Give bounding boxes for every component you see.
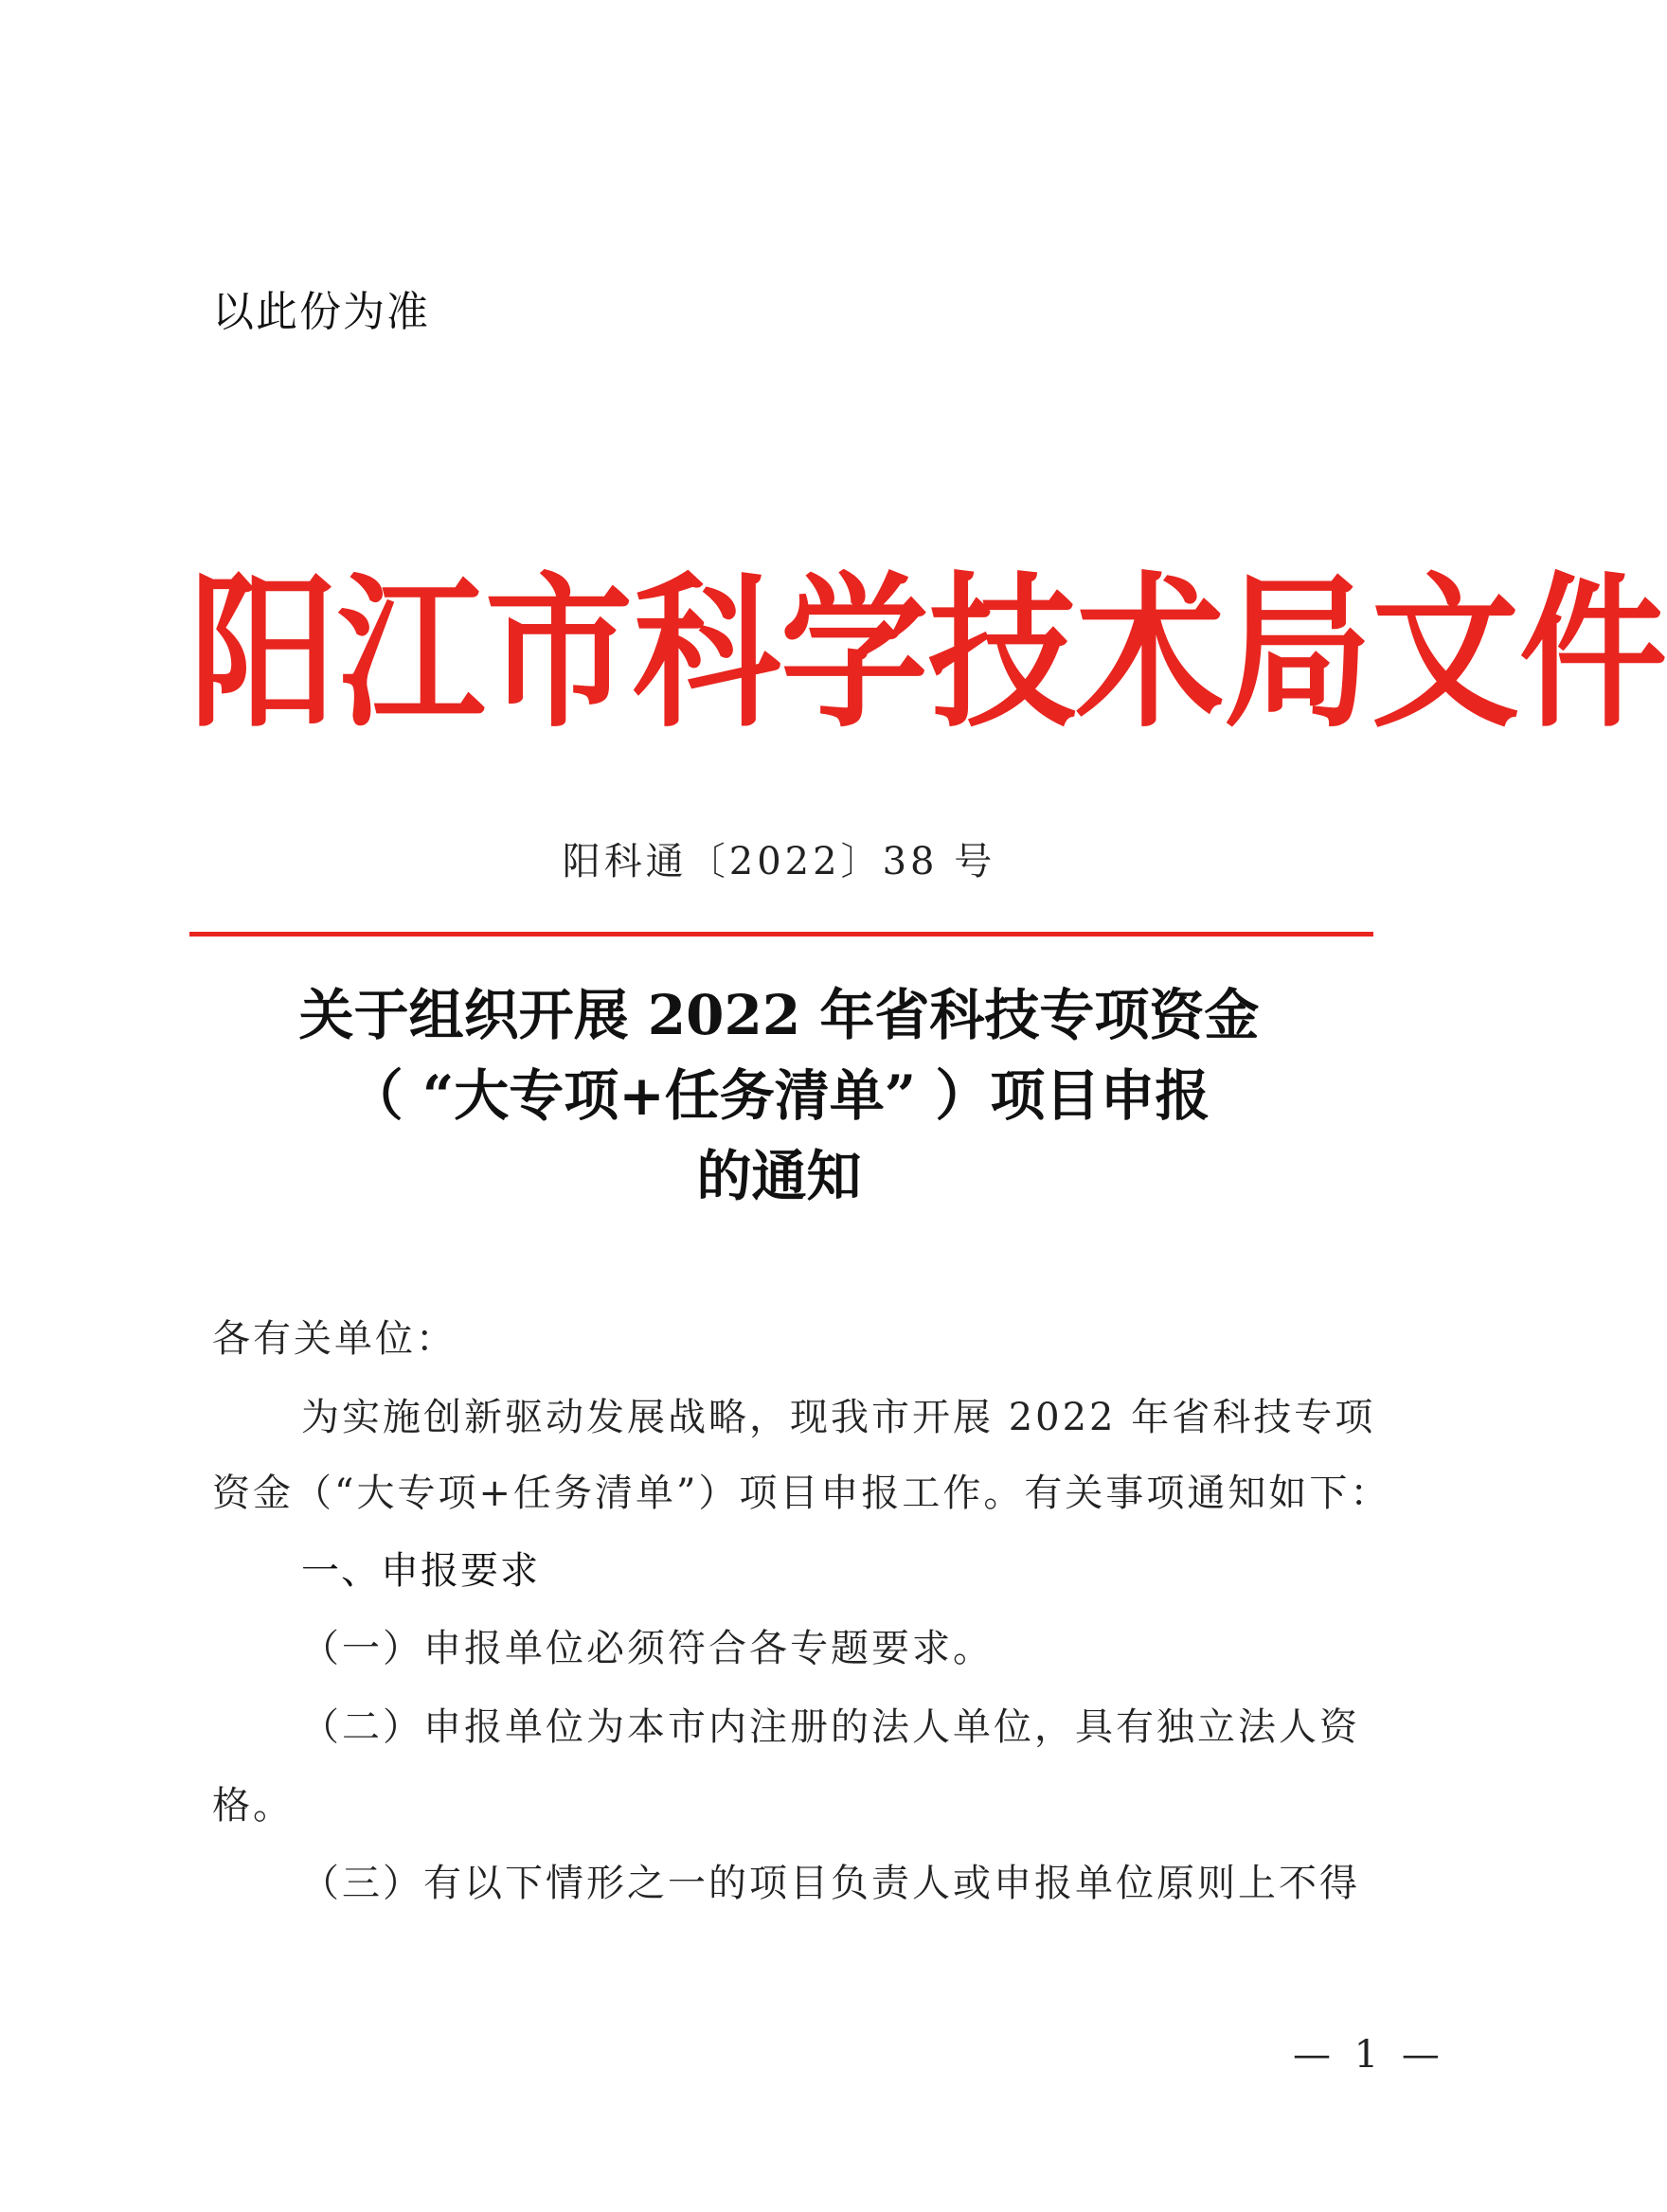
document-number: 阳科通〔2022〕38 号 [562, 840, 996, 883]
item-2-line-2: 格。 [212, 1784, 294, 1828]
header-char: 术 [1076, 557, 1224, 750]
stamp-note: 以此份为准 [212, 288, 430, 336]
notice-title-line-3: 的通知 [696, 1144, 862, 1208]
item-2-line-1: （二）申报单位为本市内注册的法人单位，具有独立法人资 [301, 1705, 1360, 1749]
item-1: （一）申报单位必须符合各专题要求。 [301, 1627, 994, 1670]
red-separator-line [189, 932, 1373, 937]
header-char: 学 [780, 557, 928, 750]
salutation: 各有关单位： [212, 1317, 457, 1361]
section-heading: 一、申报要求 [301, 1549, 540, 1593]
page-number: — 1 — [1293, 2033, 1445, 2077]
document-header-title [189, 557, 1667, 750]
header-char: 局 [1224, 557, 1371, 750]
item-3-line-1: （三）有以下情形之一的项目负责人或申报单位原则上不得 [301, 1862, 1360, 1905]
notice-title-line-1: 关于组织开展 2022 年省科技专项资金 [298, 983, 1260, 1047]
header-char: 科 [633, 557, 780, 750]
header-char: 江 [337, 557, 485, 750]
header-char: 技 [928, 557, 1076, 750]
intro-line-1: 为实施创新驱动发展战略，现我市开展 2022 年省科技专项 [301, 1396, 1376, 1439]
notice-title-line-2: （ “大专项+任务清单” ）项目申报 [348, 1063, 1210, 1128]
intro-line-2: 资金（“大专项+任务清单”）项目申报工作。有关事项通知如下： [212, 1472, 1391, 1515]
header-char: 文 [1371, 557, 1519, 750]
header-char: 件 [1519, 557, 1667, 750]
header-char: 市 [485, 557, 633, 750]
header-char: 阳 [189, 557, 337, 750]
